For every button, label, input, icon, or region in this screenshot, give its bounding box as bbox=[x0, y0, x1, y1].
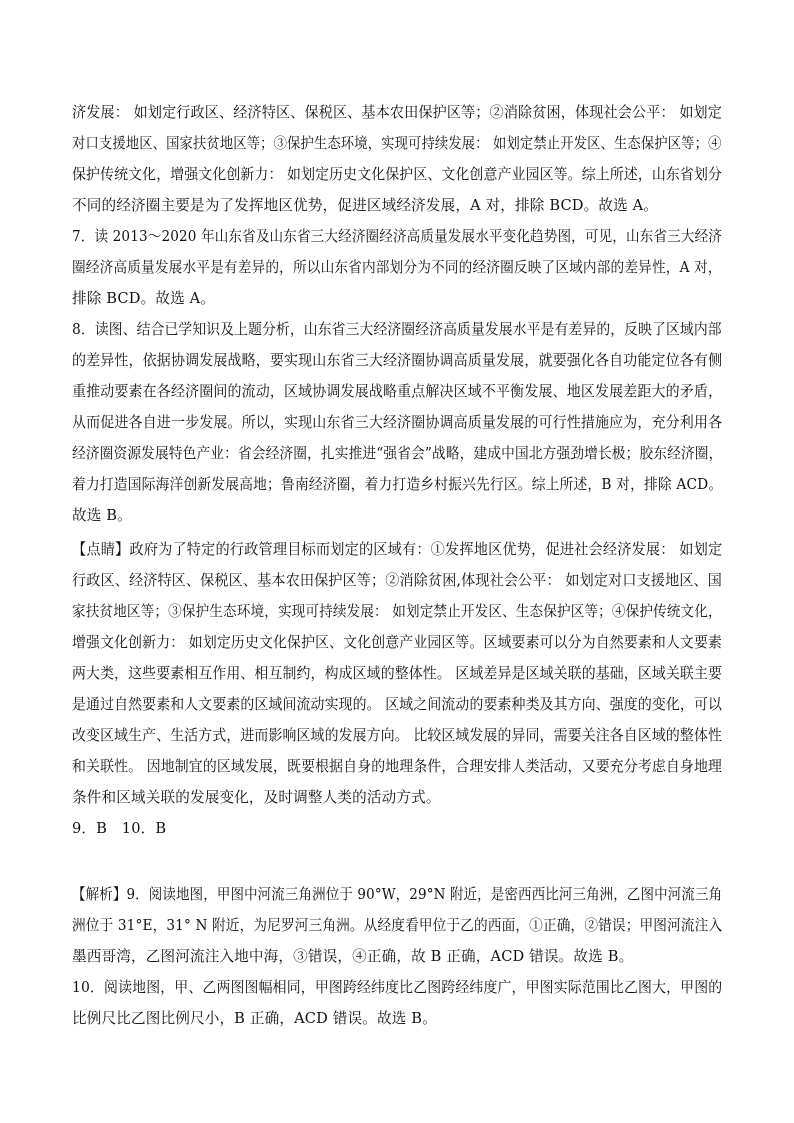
text-line: 条件和区域关联的发展变化，及时调整人类的活动方式。 bbox=[72, 789, 441, 806]
text-line: 故选 B。 bbox=[72, 507, 132, 524]
text-line: 从而促进各自进一步发展。所以，实现山东省三大经济圈协调高质量发展的可行性措施应为，充分利用各 bbox=[72, 414, 723, 431]
text-line: 8．读图、结合已学知识及上题分析，山东省三大经济圈经济高质量发展水平是有差异的，反映了区域内部 bbox=[72, 321, 722, 338]
text-line: 【解析】9．阅读地图，甲图中河流三角洲位于 90°W，29°N 附近，是密西西比河三角洲，乙图中河流三角 bbox=[72, 886, 723, 903]
text-line: 排除 BCD。故选 A。 bbox=[72, 290, 216, 307]
text-line: 圈经济高质量发展水平是有差异的，所以山东省内部划分为不同的经济圈反映了区域内部的差异性，A 对， bbox=[72, 259, 722, 276]
text-line: 10．阅读地图，甲、乙两图图幅相同，甲图跨经纬度比乙图跨经纬度广，甲图实际范围比乙图大，甲图的 bbox=[72, 979, 723, 996]
text-line: 是通过自然要素和人文要素的区域间流动实现的。 区域之间流动的要素种类及其方向、强度的变化，可以 bbox=[72, 696, 723, 713]
text-line: 保护传统文化，增强文化创新力： 如划定历史文化保护区、文化创意产业园区等。综上所述，山东省划分 bbox=[72, 166, 723, 183]
text-line: 不同的经济圈主要是为了发挥地区优势，促进区域经济发展，A 对，排除 BCD。故选 A。 bbox=[72, 197, 659, 214]
text-line: 墨西哥湾，乙图河流注入地中海，③错误，④正确，故 B 正确，ACD 错误。故选 B。 bbox=[72, 948, 634, 965]
text-line: 的差异性，依据协调发展战略，要实现山东省三大经济圈协调高质量发展，就要强化各自功能定位各有侧 bbox=[72, 352, 723, 369]
text-line: 对口支援地区、国家扶贫地区等；③保护生态环境，实现可持续发展： 如划定禁止开发区、生态保护区等；④ bbox=[72, 135, 722, 152]
text-line: 经济圈资源发展特色产业：省会经济圈，扎实推进“强省会”战略，建成中国北方强劲增长极；胶东经济圈， bbox=[72, 445, 723, 462]
text-line: 洲位于 31°E，31° N 附近，为尼罗河三角洲。从经度看甲位于乙的西面，①正确，②错误；甲图河流注入 bbox=[72, 917, 723, 934]
text-line: 和关联性。 因地制宜的区域发展，既要根据自身的地理条件，合理安排人类活动，又要充分考虑自身地理 bbox=[72, 758, 723, 775]
text-line: 重推动要素在各经济圈间的流动，区域协调发展战略重点解决区域不平衡发展、地区发展差距大的矛盾， bbox=[72, 383, 723, 400]
text-line: 济发展： 如划定行政区、经济特区、保税区、基本农田保护区等；②消除贫困，体现社会公平： 如划定 bbox=[72, 104, 723, 121]
text-line: 【点睛】政府为了特定的行政管理目标而划定的区域有：①发挥地区优势，促进社会经济发展： 如划定 bbox=[72, 541, 723, 558]
text-line: 两大类，这些要素相互作用、相互制约，构成区域的整体性。 区域差异是区域关联的基础，区域关联主要 bbox=[72, 665, 723, 682]
text-line: 行政区、经济特区、保税区、基本农田保护区等；②消除贫困,体现社会公平： 如划定对口支援地区、国 bbox=[72, 572, 723, 589]
text-line: 改变区域生产、生活方式，进而影响区域的发展方向。 比较区域发展的异同，需要关注各自区域的整体性 bbox=[72, 727, 723, 744]
text-line: 7．读 2013～2020 年山东省及山东省三大经济圈经济高质量发展水平变化趋势图，可见，山东省三大经济 bbox=[72, 228, 723, 245]
text-line: 9．B 10．B bbox=[72, 820, 167, 837]
text-line: 增强文化创新力： 如划定历史文化保护区、文化创意产业园区等。区域要素可以分为自然要素和人文要素 bbox=[72, 634, 723, 651]
text-line: 比例尺比乙图比例尺小，B 正确，ACD 错误。故选 B。 bbox=[72, 1010, 437, 1027]
text-line: 着力打造国际海洋创新发展高地；鲁南经济圈，着力打造乡村振兴先行区。综上所述，B 对，排除 ACD。 bbox=[72, 476, 723, 493]
text-line: 家扶贫地区等；③保护生态环境，实现可持续发展： 如划定禁止开发区、生态保护区等；④保护传统文化， bbox=[72, 603, 722, 620]
